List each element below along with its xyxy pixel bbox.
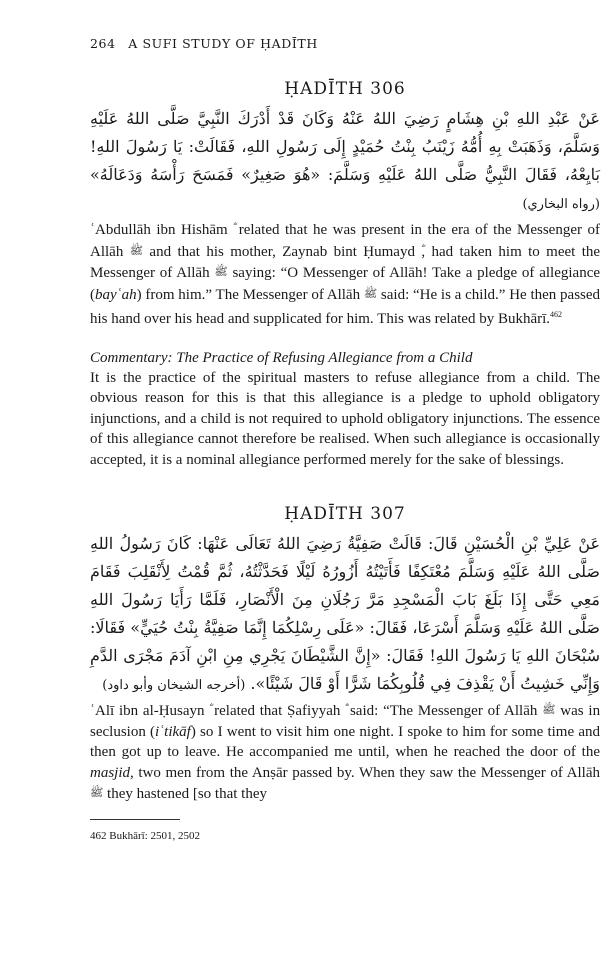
commentary-body: It is the practice of the spiritual masters to refuse allegiance from a child. The obvious reason for this is that this allegiance is a pledge to uphold obligatory injunctions, and a child is not required to uphold obligatory injunctions. The essence of this allegiance cannot therefore be realised. When such allegiance is occasionally accepted, it is a nominal allegiance performed merely for the sake of blessings. [90, 369, 600, 468]
salutation-honorific-icon: ﷺ [129, 244, 144, 257]
book-title: A SUFI STUDY OF ḤADĪTH [128, 36, 318, 51]
page-number: 264 [90, 36, 116, 51]
hadith-307-translation: ʿAlī ibn al-Ḥusayn related that Ṣafiyyah said: “The Messenger of Allāh ﷺ was in seclusion (iʿtikāf) so I went to visit him one night. I spoke to him for some time and then got up to leave. He accompanied me until, when he reached the door of the masjid, two men from the Anṣār passed by. When they saw the Messenger of Allāh ﷺ they hastened [so that they [90, 703, 601, 802]
footnote-ref-462[interactable]: 462 [550, 310, 563, 319]
term-masjid: masjid [90, 764, 131, 781]
hadith-307-arabic [90, 530, 600, 700]
hadith-306-arabic-text: عَنْ عَبْدِ اللهِ بْنِ هِشَامٍ رَضِيَ اللهُ عَنْهُ وَكَانَ قَدْ أَدْرَكَ النَّبِيَّ صَلَّى اللهُ عَلَيْهِ وَسَلَّمَ، وَذَهَبَتْ بِهِ أُمُّهُ زَيْنَبُ بِنْتُ حُمَيْدٍ إِلَى رَسُولِ اللهِ، فَقَالَتْ: يَا رَسُولَ اللهِ! بَايِعْهُ، فَقَالَ النَّبِيُّ صَلَّى اللهُ عَلَيْهِ وَسَلَّمَ: «هُوَ صَغِيرٌ» فَمَسَحَ رَأْسَهُ وَدَعَالَهُ» [90, 109, 600, 184]
salutation-honorific-icon: ﷺ [90, 787, 104, 799]
hadith-306-title: ḤADĪTH 306 [284, 79, 406, 99]
footnote-divider [90, 819, 180, 820]
term-itikaf: iʿtikāf [155, 723, 191, 740]
salutation-honorific-icon: ﷺ [363, 287, 378, 300]
hadith-306-arabic-ref: (رواه البخاري) [522, 197, 600, 212]
term-bayah: bayʿah [95, 286, 137, 303]
hadith-306-translation: ʿAbdullāh ibn Hishām related that he was present in the era of the Messenger of Allāh ﷺ and that his mother, Zaynab bint Ḥumayd , had taken him to meet the Messenger of Allāh ﷺ saying: “O Messenger of Allāh! Take a pledge of allegiance (bayʿah) from him.” The Messenger of Allāh ﷺ said: “He is a child.” He then passed his hand over his head and supplicated for him. This was related by Bukhārī.$^{462}$ [90, 222, 601, 327]
salutation-honorific-icon: ﷺ [542, 704, 556, 716]
hadith-307-arabic-ref: (أخرجه الشيخان وأبو داود) [102, 678, 246, 693]
book-page [90, 36, 600, 842]
commentary-heading: Commentary: The Practice of Refusing Allegiance from a Child [90, 349, 473, 366]
running-head [90, 36, 600, 51]
hadith-306-arabic [90, 105, 600, 219]
salutation-honorific-icon: ﷺ [214, 266, 228, 278]
footnote-462: 462 Bukhārī: 2501, 2502 [90, 829, 200, 842]
hadith-307-arabic-text: عَنْ عَلِيِّ بْنِ الْحُسَيْنِ قَالَ: قَالَتْ صَفِيَّةُ رَضِيَ اللهُ تَعَالَى عَنْهَا: كَانَ رَسُولُ اللهِ صَلَّى اللهُ عَلَيْهِ وَسَلَّمَ مُعْتَكِفًا فَأَتَيْتُهُ أَزُورُهُ لَيْلًا فَحَدَّثْتُهُ، ثُمَّ قُمْتُ لِأَنْقَلِبَ فَقَامَ مَعِي حَتَّى إِذَا بَلَغَ بَابَ الْمَسْجِدِ مَرَّ رَجُلَانِ مِنَ الْأَنْصَارِ، فَلَمَّا رَأَيَا رَسُولَ اللهِ صَلَّى اللهُ عَلَيْهِ وَسَلَّمَ أَسْرَعَا، فَقَالَ: «عَلَى رِسْلِكُمَا إِنَّمَا صَفِيَّةُ بِنْتُ حُيَيٍّ» فَقَالَا: سُبْحَانَ اللهِ يَا رَسُولَ اللهِ! فَقَالَ: «إِنَّ الشَّيْطَانَ يَجْرِي مِنِ ابْنِ آدَمَ مَجْرَى الدَّمِ وَإِنِّي خَشِيتُ أَنْ يَقْذِفَ فِي قُلُوبِكُمَا شَرًّا أَوْ قَالَ شَيْئًا». [90, 534, 600, 693]
hadith-307-title: ḤADĪTH 307 [284, 504, 406, 524]
